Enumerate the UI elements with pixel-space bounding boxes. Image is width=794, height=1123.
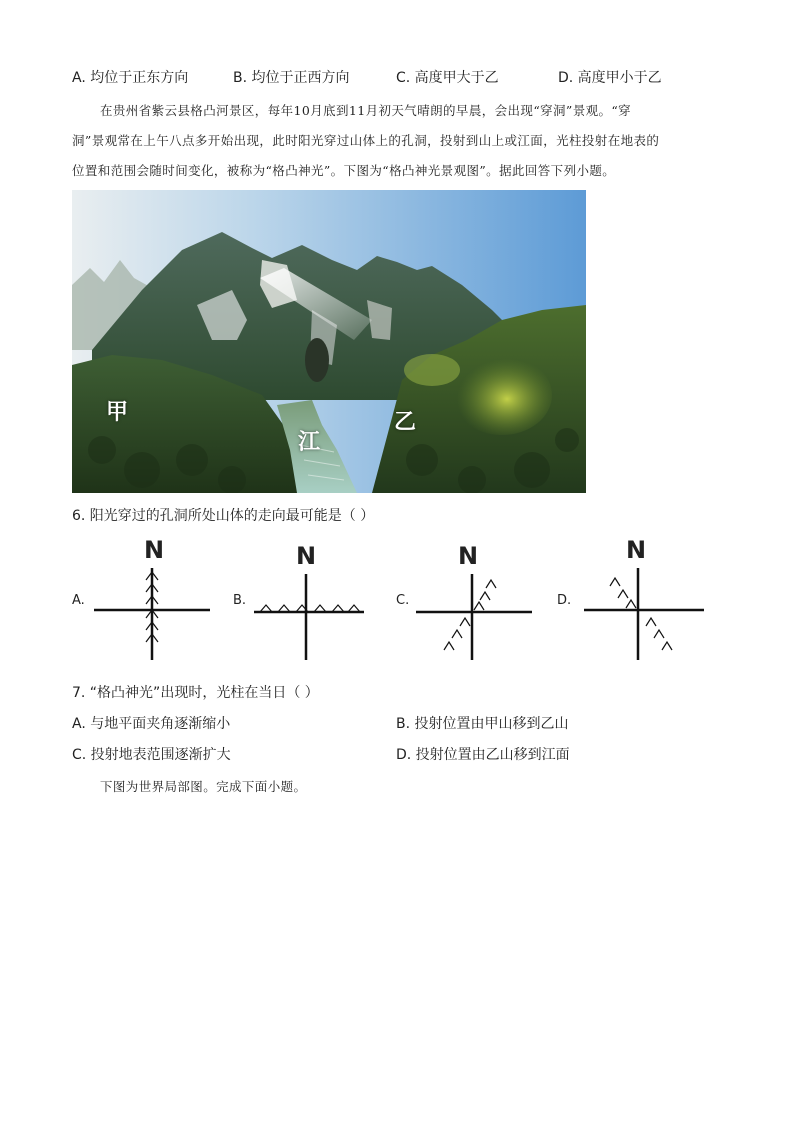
passage-line-2: 洞”景观常在上午八点多开始出现，此时阳光穿过山体上的孔洞，投射到山上或江面，光柱投射在地表的 (72, 133, 660, 148)
north-label-c: N (458, 542, 479, 570)
passage-line-1: 在贵州省紫云县格凸河景区，每年10月底到11月初天气晴朗的早晨，会出现“穿洞”景观。“穿 (100, 103, 632, 118)
diagram-a (92, 538, 222, 663)
question-6-stem: 6. 阳光穿过的孔洞所处山体的走向最可能是（ ） (72, 508, 375, 524)
q6-letter-a: A. (72, 593, 85, 608)
diagram-b (252, 538, 382, 663)
north-label-a: N (144, 536, 165, 564)
label-yi: 乙 (394, 410, 417, 435)
q7-option-a: A. 与地平面夹角逐渐缩小 (72, 716, 231, 732)
option-b: B. 均位于正西方向 (233, 70, 350, 86)
passage-line-3: 位置和范围会随时间变化，被称为“格凸神光”。下图为“格凸神光景观图”。据此回答下列小题。 (72, 163, 616, 178)
diagram-d (582, 538, 712, 663)
north-label-b: N (296, 542, 317, 570)
q7-option-b: B. 投射位置由甲山移到乙山 (396, 716, 569, 732)
label-jiang: 江 (298, 430, 321, 455)
option-c: C. 高度甲大于乙 (396, 70, 499, 86)
option-a: A. 均位于正东方向 (72, 70, 189, 86)
north-label-d: N (626, 536, 647, 564)
label-jia: 甲 (106, 400, 129, 425)
option-d: D. 高度甲小于乙 (558, 70, 662, 86)
next-section-intro: 下图为世界局部图。完成下面小题。 (100, 779, 307, 794)
question-7-stem: 7. “格凸神光”出现时，光柱在当日（ ） (72, 685, 319, 701)
q7-option-c: C. 投射地表范围逐渐扩大 (72, 747, 231, 763)
q6-letter-c: C. (396, 593, 410, 608)
q6-letter-b: B. (233, 593, 247, 608)
q6-letter-d: D. (557, 593, 572, 608)
q7-option-d: D. 投射位置由乙山移到江面 (396, 747, 570, 763)
landscape-photo (72, 190, 586, 493)
diagram-c (414, 538, 544, 663)
